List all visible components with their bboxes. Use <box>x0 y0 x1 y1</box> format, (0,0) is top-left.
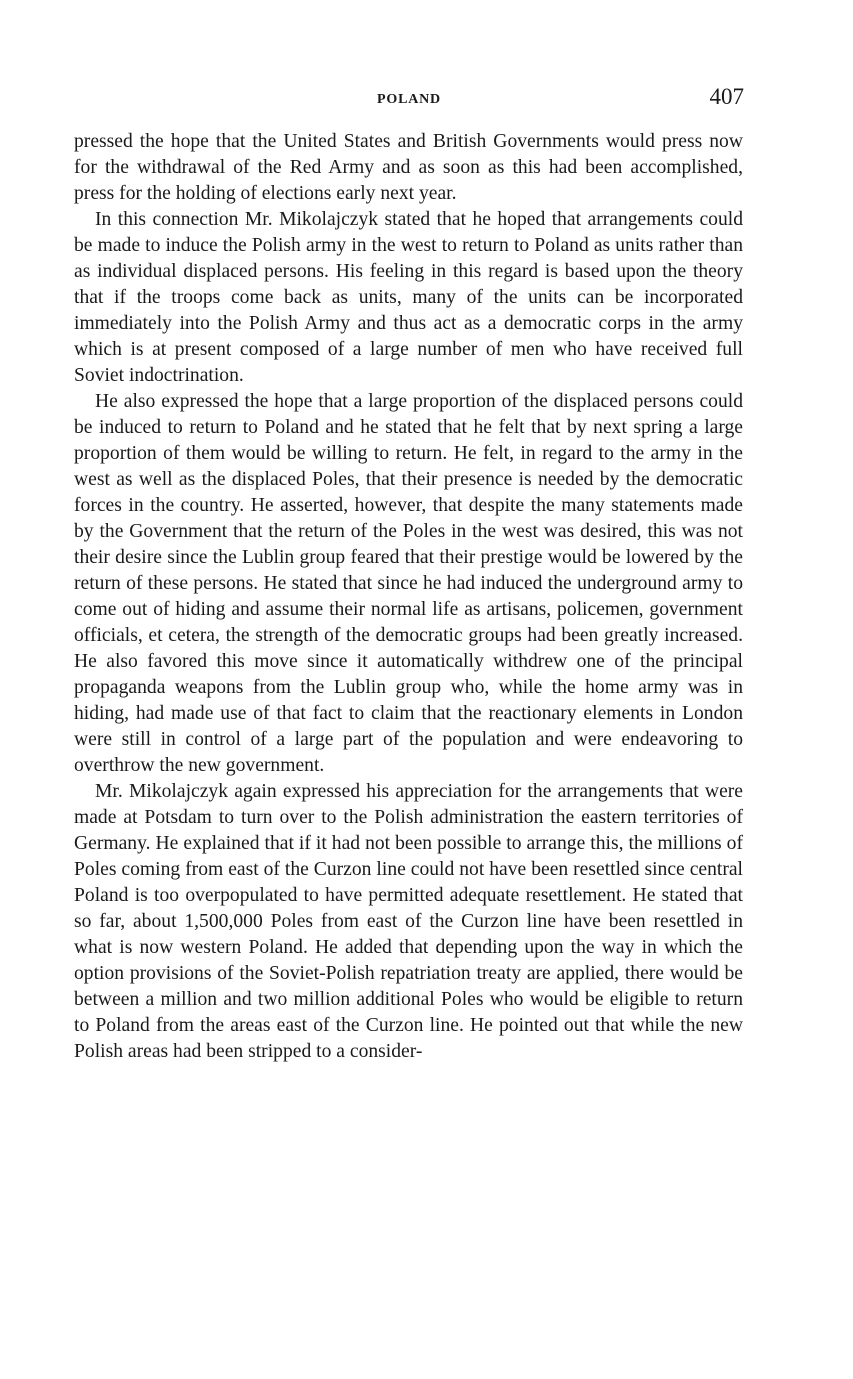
page-number: 407 <box>709 84 744 109</box>
running-head: POLAND <box>377 92 441 107</box>
paragraph-continuation: pressed the hope that the United States and British Governments would press now for the withdrawal of the Red Army and as soon as this had been accomplished, press for the holding of elections early next year. <box>74 131 743 204</box>
paragraph: Mr. Mikolajczyk again expressed his appreciation for the arrangements that were made at Potsdam to turn over to the Polish administration the eastern territories of Germany. He explained that if it had not been possible to arrange this, the millions of Poles coming from east of the Curzon line could not have been resettled since central Poland is too overpopulated to have permitted adequate resettlement. He stated that so far, about 1,500,000 Poles from east of the Curzon line have been resettled in what is now western Poland. He added that depending upon the way in which the option provisions of the Soviet-Polish repatriation treaty are applied, there would be between a million and two million additional Poles who would be eligible to return to Poland from the areas east of the Curzon line. He pointed out that while the new Polish areas had been stripped to a consider- <box>74 781 743 1062</box>
paragraph: In this connection Mr. Mikolajczyk stated that he hoped that arrangements could be made to induce the Polish army in the west to return to Poland as units rather than as individual displaced persons. His feeling in this regard is based upon the theory that if the troops come back as units, many of the units can be incorporated immediately into the Polish Army and thus act as a democratic corps in the army which is at present composed of a large number of men who have received full Soviet indoctrination. <box>74 209 743 386</box>
page-header <box>74 84 744 114</box>
paragraph: He also expressed the hope that a large proportion of the displaced persons could be induced to return to Poland and he stated that he felt that by next spring a large proportion of them would be willing to return. He felt, in regard to the army in the west as well as the displaced Poles, that their presence is needed by the democratic forces in the country. He asserted, however, that despite the many statements made by the Government that the return of the Poles in the west was desired, this was not their desire since the Lublin group feared that their prestige would be lowered by the return of these persons. He stated that since he had induced the underground army to come out of hiding and assume their normal life as artisans, policemen, government officials, et cetera, the strength of the democratic groups had been greatly increased. He also favored this move since it automatically withdrew one of the principal propaganda weapons from the Lublin group who, while the home army was in hiding, had made use of that fact to claim that the reactionary elements in London were still in control of a large part of the population and were endeavoring to overthrow the new government. <box>74 391 743 776</box>
body-text <box>74 129 743 1065</box>
